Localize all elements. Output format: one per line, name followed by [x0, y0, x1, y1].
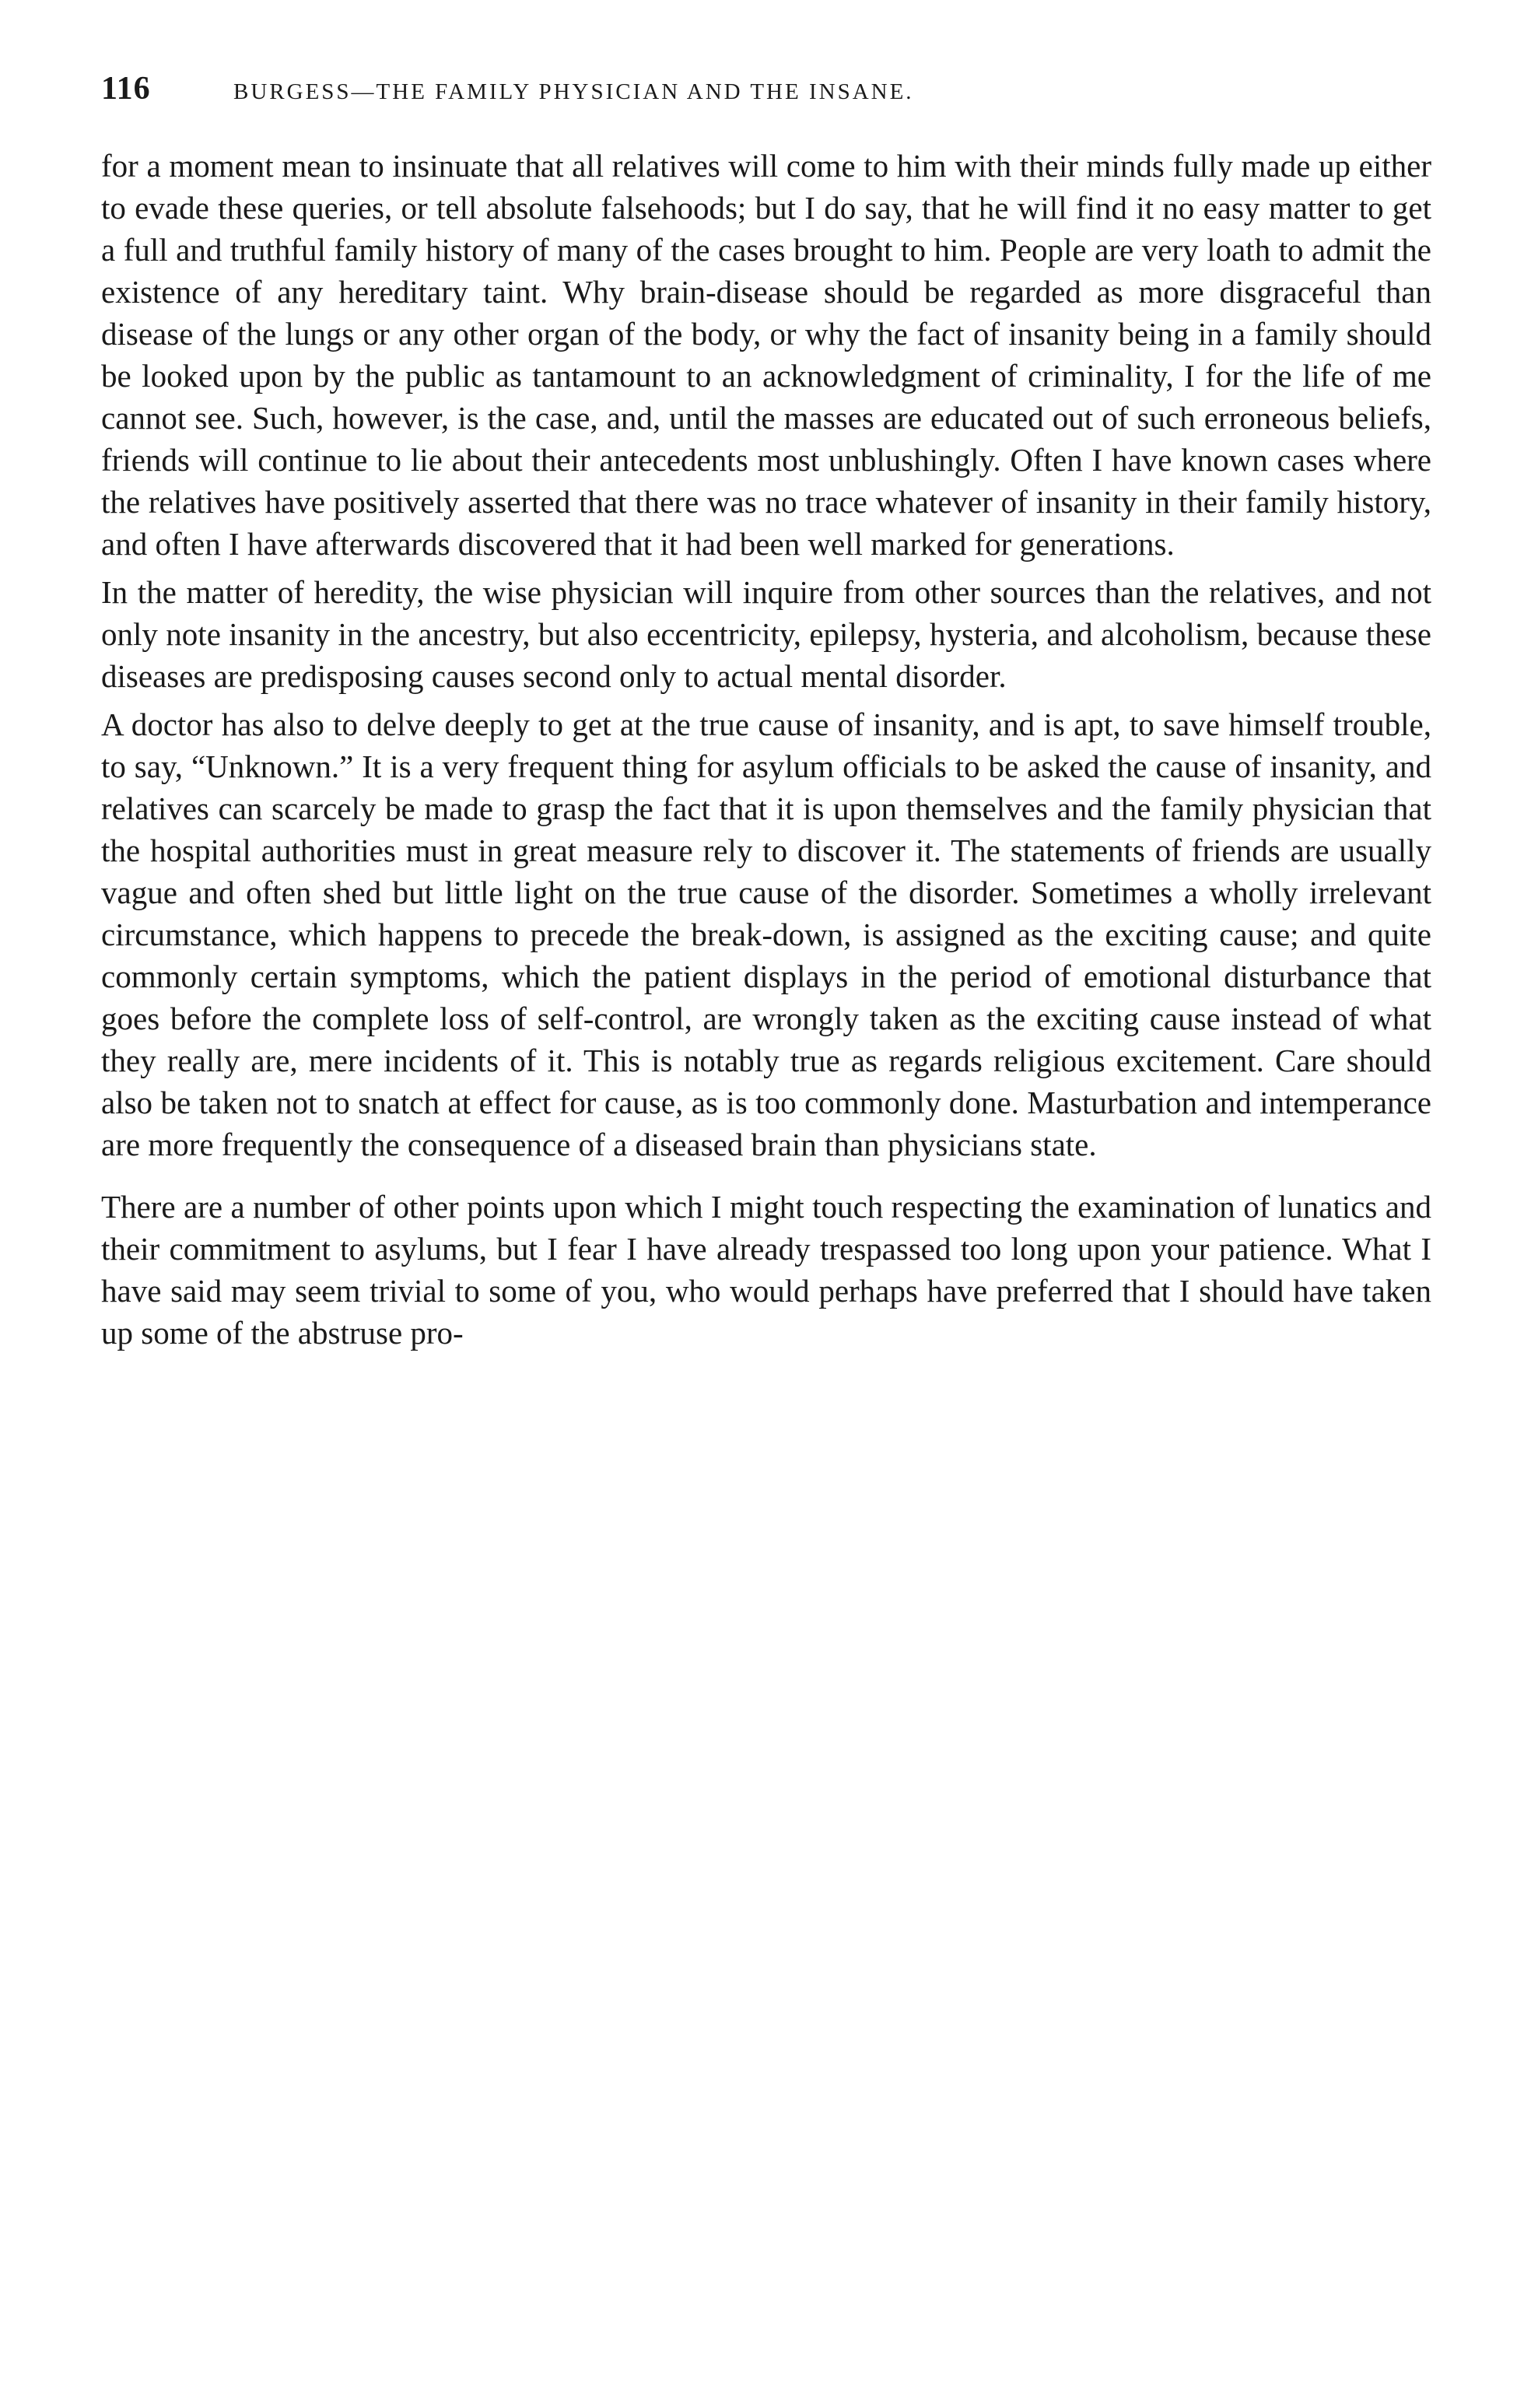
paragraph-spacer [101, 1165, 1431, 1186]
running-head [101, 70, 1431, 117]
paragraph-continuation: for a moment mean to insinuate that all relatives will come to him with their minds fully made up either to evade these queries, or tell absolute falsehoods; but I do say, that he will find it no easy matter to get a full and truthful family history of many of the cases brought to him. People are very loath to admit the existence of any hereditary taint. Why brain-disease should be regarded as more disgraceful than disease of the lungs or any other organ of the body, or why the fact of insanity being in a family should be looked upon by the public as tantamount to an acknowledgment of criminality, I for the life of me cannot see. Such, however, is the case, and, until the masses are educated out of such erroneous beliefs, friends will continue to lie about their antecedents most unblushingly. Often I have known cases where the relatives have positively asserted that there was no trace whatever of insanity in their family history, and often I have afterwards discovered that it had been well marked for generations. [101, 148, 1431, 562]
running-title: BURGESS—THE FAMILY PHYSICIAN AND THE INSANE. [233, 79, 914, 104]
paragraph-spacer [101, 565, 1431, 571]
paragraph-heredity: In the matter of heredity, the wise physician will inquire from other sources than the relatives, and not only note insanity in the ancestry, but also eccentricity, epilepsy, hysteria, and alcoholism, because these diseases are predisposing causes second only to actual mental disorder. [101, 574, 1431, 694]
document-page [101, 70, 1431, 1354]
paragraph-spacer [101, 697, 1431, 703]
paragraph-cause-of-insanity: A doctor has also to delve deeply to get at the true cause of insanity, and is apt, to save himself trouble, to say, “Unknown.” It is a very frequent thing for asylum officials to be asked the cause of insanity, and relatives can scarcely be made to grasp the fact that it is upon themselves and the family physician that the hospital authorities must in great measure rely to discover it. The statements of friends are usually vague and often shed but little light on the true cause of the disorder. Sometimes a wholly irrelevant circumstance, which happens to precede the break-down, is assigned as the exciting cause; and quite commonly certain symptoms, which the patient displays in the period of emotional disturbance that goes before the complete loss of self-control, are wrongly taken as the exciting cause instead of what they really are, mere incidents of it. This is notably true as regards religious excitement. Care should also be taken not to snatch at effect for cause, as is too commonly done. Masturbation and intemperance are more frequently the consequence of a diseased brain than physicians state. [101, 706, 1431, 1162]
paragraph-closing: There are a number of other points upon which I might touch respecting the examination of lunatics and their commitment to asylums, but I fear I have already trespassed too long upon your patience. What I have said may seem trivial to some of you, who would perhaps have preferred that I should have taken up some of the abstruse pro- [101, 1189, 1431, 1351]
page-number: 116 [101, 71, 151, 107]
